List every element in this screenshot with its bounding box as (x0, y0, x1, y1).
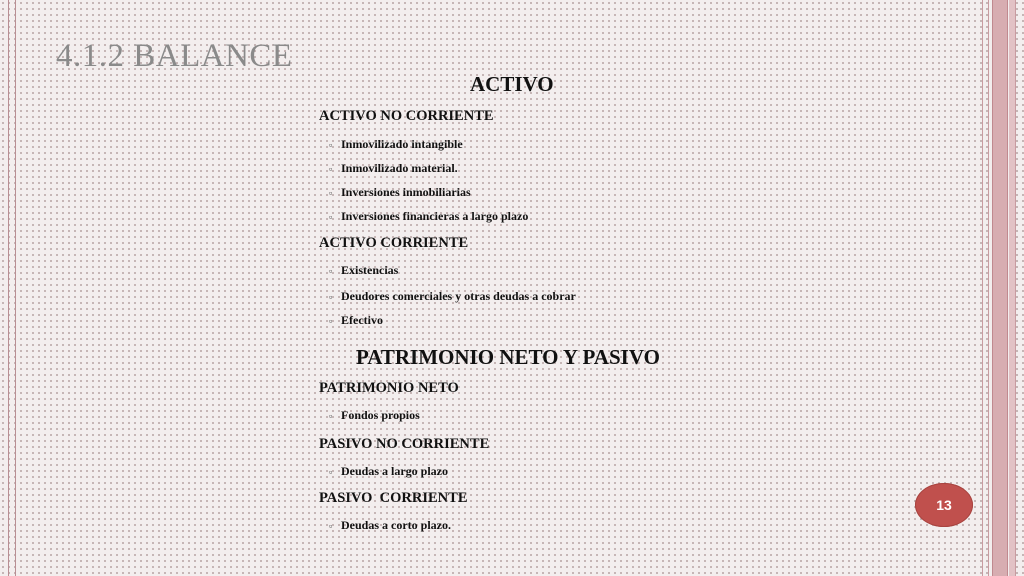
activo-no-corriente-label: ACTIVO NO CORRIENTE (319, 108, 494, 124)
list-item: ▫ Inmovilizado material. (329, 161, 458, 175)
frame-band (992, 0, 1008, 576)
bullet-icon: ▫ (329, 266, 333, 276)
bullet-icon: ▫ (329, 467, 333, 477)
patrimonio-pasivo-heading: PATRIMONIO NETO Y PASIVO (356, 345, 660, 369)
list-item: ▫ Fondos propios (329, 408, 420, 422)
patrimonio-neto-label: PATRIMONIO NETO (319, 380, 459, 396)
list-item: ▫ Deudas a corto plazo. (329, 518, 451, 532)
pasivo-corriente-label: PASIVO CORRIENTE (319, 490, 468, 506)
bullet-icon: ▫ (329, 140, 333, 150)
bullet-icon: ▫ (329, 212, 333, 222)
bullet-icon: ▫ (329, 292, 333, 302)
list-item: ▫ Inversiones financieras a largo plazo (329, 209, 529, 223)
list-item: ▫ Existencias (329, 263, 399, 277)
bullet-icon: ▫ (329, 411, 333, 421)
bullet-icon: ▫ (329, 521, 333, 531)
bullet-icon: ▫ (329, 316, 333, 326)
activo-corriente-label: ACTIVO CORRIENTE (319, 235, 469, 251)
frame-line (988, 0, 989, 576)
bullet-icon: ▫ (329, 188, 333, 198)
pasivo-no-corriente-label: PASIVO NO CORRIENTE (319, 436, 490, 452)
list-item: ▫ Efectivo (329, 313, 383, 327)
list-item: ▫ Deudas a largo plazo (329, 464, 449, 478)
list-item: ▫ Inmovilizado intangible (329, 137, 463, 151)
activo-heading: ACTIVO (470, 72, 554, 96)
frame-line (982, 0, 983, 576)
left-frame-border (8, 0, 16, 576)
right-frame-border (982, 0, 1024, 576)
slide-title: 4.1.2 BALANCE (56, 38, 293, 74)
frame-band (1009, 0, 1016, 576)
page-number-badge: 13 (915, 483, 973, 527)
list-item: ▫ Inversiones inmobiliarias (329, 185, 471, 199)
bullet-icon: ▫ (329, 164, 333, 174)
list-item: ▫ Deudores comerciales y otras deudas a cobrar (329, 289, 576, 303)
